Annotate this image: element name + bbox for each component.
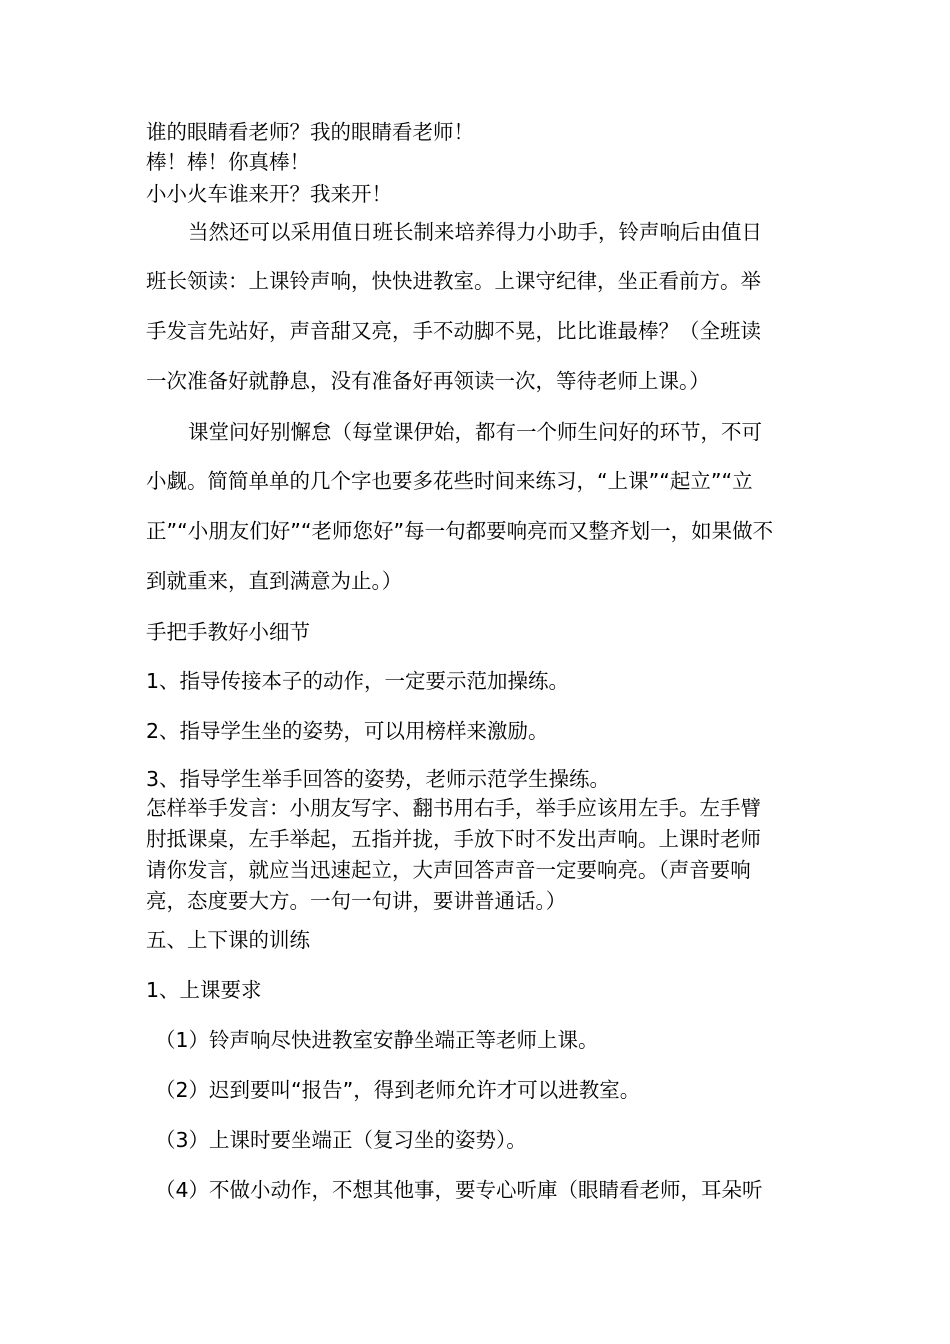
list-item: （2）迟到要叫“报告”，得到老师允许才可以进教室。 — [155, 1078, 641, 1102]
paragraph-line: 课堂问好别懈怠（每堂课伊始，都有一个师生问好的环节，不可 — [188, 420, 762, 444]
paragraph-line: 手发言先站好，声音甜又亮，手不动脚不晃，比比谁最棒？（全班读 — [146, 319, 761, 343]
list-item: （4）不做小动作，不想其他事，要专心听庫（眼睛看老师，耳朵听 — [155, 1178, 763, 1202]
subsection-heading: 1、上课要求 — [146, 978, 262, 1002]
list-item: 1、指导传接本子的动作，一定要示范加操练。 — [146, 669, 570, 693]
paragraph-line: 怎样举手发言：小朋友写字、翻书用右手，举手应该用左手。左手臂 — [146, 796, 761, 820]
paragraph-line: 肘抵课桌，左手举起，五指并拢，手放下时不发出声响。上课时老师 — [146, 827, 761, 851]
chant-line: 小小火车谁来开？我来开！ — [146, 182, 392, 206]
list-item: 3、指导学生举手回答的姿势，老师示范学生操练。 — [146, 767, 611, 791]
paragraph-line: 当然还可以采用值日班长制来培养得力小助手，铃声响后由值日 — [188, 220, 762, 244]
paragraph-line: 一次准备好就静息，没有准备好再领读一次，等待老师上课。） — [146, 369, 710, 393]
chant-line: 棒！棒！你真棒！ — [146, 150, 310, 174]
list-item: （1）铃声响尽快进教室安静坐端正等老师上课。 — [155, 1028, 599, 1052]
paragraph-line: 班长领读：上课铃声响，快快进教室。上课守纪律，坐正看前方。举 — [146, 269, 761, 293]
paragraph-line: 正”“小朋友们好”“老师您好”每一句都要响亮而又整齐划一，如果做不 — [146, 519, 774, 543]
paragraph-line: 请你发言，就应当迅速起立，大声回答声音一定要响亮。（声音要响 — [146, 858, 751, 882]
list-item: 2、指导学生坐的姿势，可以用榜样来激励。 — [146, 719, 549, 743]
section-heading: 五、上下课的训练 — [146, 928, 310, 952]
paragraph-line: 到就重来，直到满意为止。） — [146, 569, 403, 593]
chant-line: 谁的眼睛看老师？我的眼睛看老师！ — [146, 120, 474, 144]
paragraph-line: 亮，态度要大方。一句一句讲，要讲普通话。） — [146, 889, 567, 913]
list-item: （3）上课时要坐端正（复习坐的姿势）。 — [155, 1128, 527, 1152]
paragraph-line: 小觑。简简单单的几个字也要多花些时间来练习，“上课”“起立”“立 — [146, 469, 753, 493]
section-heading: 手把手教好小细节 — [146, 620, 310, 644]
